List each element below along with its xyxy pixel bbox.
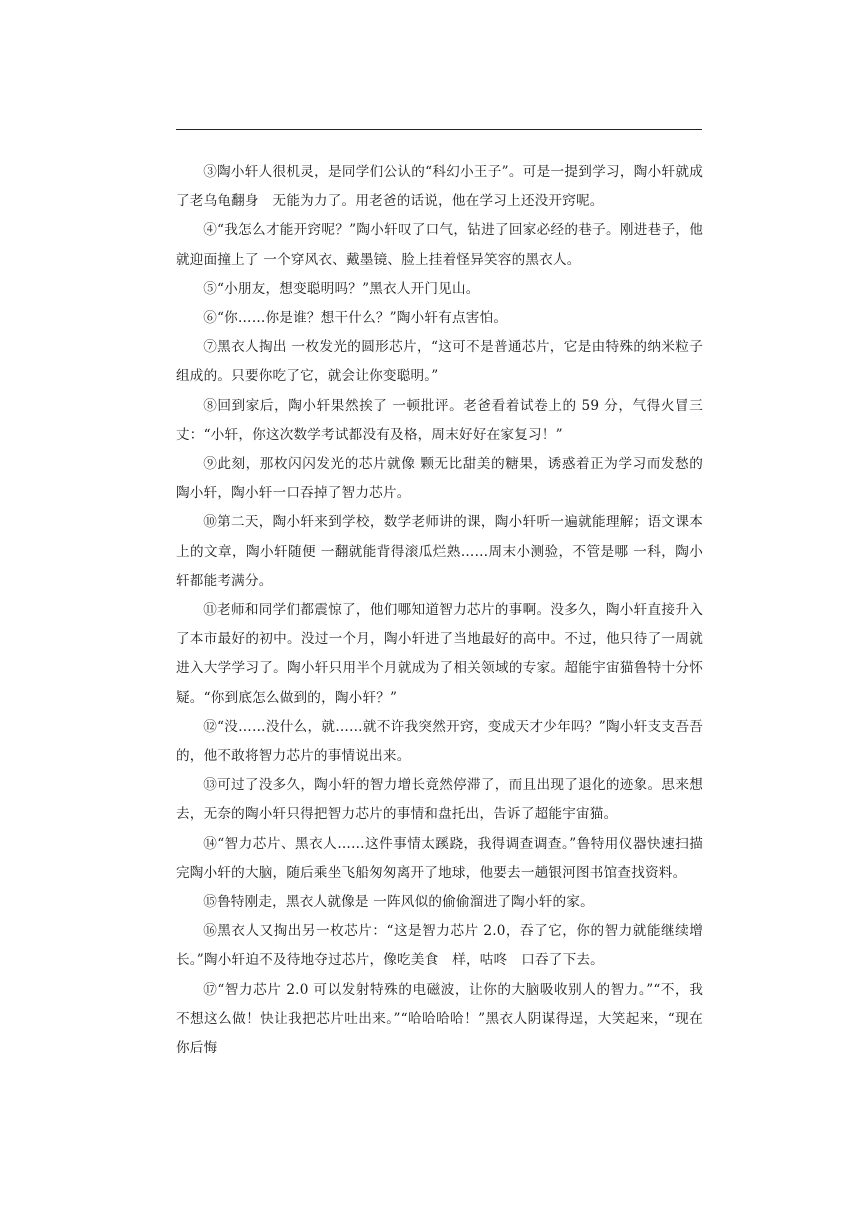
paragraph-17: ⑰“智力芯片 2.0 可以发射特殊的电磁波，让你的大脑吸收别人的智力。”“不，我不想这么做！快让我把芯片吐出来。”“哈哈哈哈！”黑衣人阴谋得逞，大笑起来，“现在你后悔 (176, 981, 703, 1057)
paragraph-6: ⑥“你……你是谁？想干什么？”陶小轩有点害怕。 (203, 310, 508, 327)
paragraph-10: ⑩第二天，陶小轩来到学校，数学老师讲的课，陶小轩听一遍就能理解；语文课本上的文章，陶小轩随便 一翻就能背得滚瓜烂熟……周末小测验，不管是哪 一科，陶小轩都能考满分。 (176, 514, 703, 589)
paragraph-14: ⑭“智力芯片、黑衣人……这件事情太蹊跷，我得调查调查。”鲁特用仪器快速扫描完陶小轩的大脑，随后乘坐飞船匆匆离开了地球，他要去一趟银河图书馆查找资料。 (176, 835, 703, 881)
header-rule (176, 129, 702, 130)
paragraph-4: ④“我怎么才能开窍呢？”陶小轩叹了口气，钻进了回家必经的巷子。刚进巷子，他就迎面撞上了 一个穿风衣、戴墨镜、脸上挂着怪异笑容的黑衣人。 (176, 222, 703, 268)
paragraph-5: ⑤“小朋友，想变聪明吗？”黑衣人开门见山。 (203, 280, 480, 297)
paragraph-3: ③陶小轩人很机灵，是同学们公认的“科幻小王子”。可是一提到学习，陶小轩就成了老乌龟翻身 无能为力了。用老爸的话说，他在学习上还没开窍呢。 (176, 164, 703, 210)
paragraph-7: ⑦黑衣人掏出 一枚发光的圆形芯片，“这可不是普通芯片，它是由特殊的纳米粒子组成的。只要你吃了它，就会让你变聪明。” (176, 339, 703, 385)
paragraph-9: ⑨此刻，那枚闪闪发光的芯片就像 颗无比甜美的糖果，诱惑着正为学习而发愁的陶小轩，陶小轩一口吞掉了智力芯片。 (176, 456, 703, 502)
paragraph-15: ⑮鲁特刚走，黑衣人就像是 一阵风似的偷偷溜进了陶小轩的家。 (203, 894, 594, 911)
paragraph-13: ⑬可过了没多久，陶小轩的智力增长竟然停滞了，而且出现了退化的迹象。思来想去，无奈的陶小轩只得把智力芯片的事情和盘托出，告诉了超能宇宙猫。 (176, 777, 703, 823)
paragraph-8: ⑧回到家后，陶小轩果然挨了 一顿批评。老爸看着试卷上的 59 分，气得火冒三丈：“小轩，你这次数学考试都没有及格，周末好好在家复习！” (176, 397, 703, 443)
paragraph-16: ⑯黑衣人又掏出另一枚芯片：“这是智力芯片 2.0，吞了它，你的智力就能继续增长。”陶小轩迫不及待地夺过芯片，像吃美食 样，咕咚 口吞了下去。 (176, 923, 703, 969)
paragraph-11: ⑪老师和同学们都震惊了，他们哪知道智力芯片的事啊。没多久，陶小轩直接升入了本市最好的初中。没过一个月，陶小轩进了当地最好的高中。不过，他只待了一周就进入大学学习了。陶小轩只用半个月就成为了相关领域的专家。超能宇宙猫鲁特十分怀疑。“你到底怎么做到的，陶小轩？” (176, 602, 703, 706)
document-body (176, 158, 703, 1063)
paragraph-12: ⑫“没……没什么，就……就不许我突然开窍，变成天才少年吗？”陶小轩支支吾吾的，他不敢将智力芯片的事情说出来。 (176, 718, 703, 765)
